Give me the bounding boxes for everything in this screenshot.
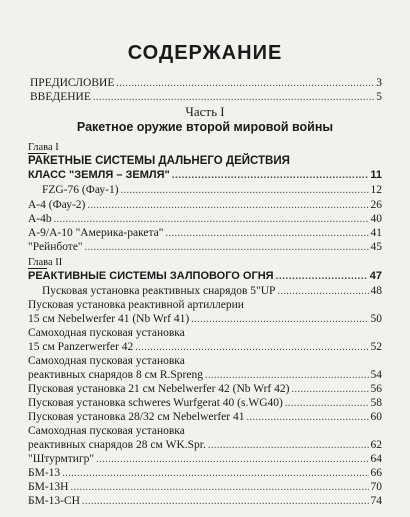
entry-label: БМ-13-СН (28, 495, 80, 507)
toc-entry (28, 467, 382, 480)
entry-page: 5 (376, 91, 382, 103)
entry-page: 45 (370, 241, 382, 253)
dot-leader (135, 341, 368, 354)
entry-label: Пусковая установка schweres Wurfgerat 40 (s.WG40) (28, 397, 283, 409)
dot-leader (191, 313, 368, 326)
entry-label: 15 см Nebelwerfer 41 (Nb Wrf 41) (28, 313, 190, 325)
dot-leader (172, 169, 369, 182)
entry-label: "Рейнботе" (28, 241, 83, 253)
dot-leader (291, 383, 368, 396)
entry-label: ВВЕДЕНИЕ (30, 91, 91, 103)
dot-leader (85, 241, 369, 254)
entry-page: 62 (370, 439, 382, 451)
entry-page: 41 (370, 227, 382, 239)
entry-page: 11 (370, 169, 382, 181)
chapter-2-label: Глава II (28, 257, 63, 268)
entry-label: Самоходная пусковая установка (28, 327, 185, 339)
dot-leader (246, 411, 368, 424)
toc-entry (28, 397, 382, 410)
entry-label: ПРЕДИСЛОВИЕ (30, 77, 115, 89)
entry-label: А-4 (Фау-2) (28, 199, 86, 211)
toc-entry (28, 481, 382, 494)
dot-leader (96, 453, 368, 466)
entry-label: реактивных снарядов 28 см WK.Spr. (28, 439, 206, 451)
dot-leader (276, 270, 368, 283)
entry-page: 66 (370, 467, 382, 479)
toc-entry (28, 213, 382, 226)
dot-leader (205, 369, 369, 382)
entry-label: БМ-13Н (28, 481, 69, 493)
entry-label: КЛАСС "ЗЕМЛЯ – ЗЕМЛЯ" (28, 169, 170, 181)
toc-entry-introduction (30, 91, 382, 104)
entry-page: 56 (370, 383, 382, 395)
dot-leader (116, 77, 374, 90)
entry-page: 74 (370, 495, 382, 507)
chapter-2-underline (28, 268, 47, 269)
toc-entry (28, 241, 382, 254)
chapter-2-heading (28, 270, 382, 283)
entry-label: Пусковая установка 21 см Nebelwerfer 42 (Nb Wrf 42) (28, 383, 290, 395)
chapter-1-underline (28, 153, 47, 154)
entry-label: Пусковая установка реактивных снарядов 5"UP (42, 285, 276, 297)
dot-leader (121, 184, 369, 197)
toc-entry (42, 184, 382, 197)
entry-page: 40 (370, 213, 382, 225)
entry-page: 64 (370, 453, 382, 465)
toc-entry (28, 495, 382, 508)
toc-entry (28, 227, 382, 240)
dot-leader (93, 91, 374, 104)
entry-page: 26 (370, 199, 382, 211)
dot-leader (285, 397, 369, 410)
toc-entry (28, 453, 382, 466)
entry-label: реактивных снарядов 8 см R.Spreng (28, 369, 203, 381)
entry-page: 12 (370, 184, 382, 196)
chapter-1-label: Глава I (28, 142, 59, 153)
toc-entry (28, 411, 382, 424)
entry-page: 54 (370, 369, 382, 381)
dot-leader (70, 481, 368, 494)
toc-entry (28, 439, 382, 452)
chapter-1-heading-line1: РАКЕТНЫЕ СИСТЕМЫ ДАЛЬНЕГО ДЕЙСТВИЯ (28, 155, 290, 167)
entry-label: А-9/А-10 "Америка-ракета" (28, 227, 164, 239)
toc-entry (28, 369, 382, 382)
entry-page: 60 (370, 411, 382, 423)
entry-page: 58 (370, 397, 382, 409)
entry-label: РЕАКТИВНЫЕ СИСТЕМЫ ЗАЛПОВОГО ОГНЯ (28, 270, 274, 282)
part-title: Ракетное оружие второй мировой войны (76, 120, 334, 134)
part-number: Часть I (185, 104, 225, 119)
dot-leader (62, 467, 368, 480)
toc-entry (28, 341, 382, 354)
toc-entry (28, 383, 382, 396)
toc-entry (28, 313, 382, 326)
dot-leader (82, 495, 369, 508)
entry-page: 52 (370, 341, 382, 353)
dot-leader (54, 213, 369, 226)
entry-page: 47 (369, 270, 382, 282)
dot-leader (87, 199, 368, 212)
toc-entry (28, 199, 382, 212)
entry-label: Самоходная пусковая установка (28, 425, 185, 437)
entry-label: Пусковая установка реактивной артиллерии (28, 299, 244, 311)
entry-label: "Штурмтигр" (28, 453, 95, 465)
toc-entry-preface (30, 77, 382, 90)
dot-leader (208, 439, 369, 452)
entry-label: Самоходная пусковая установка (28, 355, 185, 367)
entry-label: Пусковая установка 28/32 см Nebelwerfer 41 (28, 411, 245, 423)
dot-leader (165, 227, 368, 240)
dot-leader (277, 285, 368, 298)
entry-page: 48 (370, 285, 382, 297)
entry-label: FZG-76 (Фау-1) (42, 184, 119, 196)
entry-page: 50 (370, 313, 382, 325)
entry-label: 15 см Panzerwerfer 42 (28, 341, 134, 353)
entry-label: А-4b (28, 213, 52, 225)
entry-label: БМ-13 (28, 467, 61, 479)
entry-page: 70 (370, 481, 382, 493)
page-title: СОДЕРЖАНИЕ (127, 42, 283, 64)
chapter-1-heading-line2 (28, 169, 382, 182)
entry-page: 3 (376, 77, 382, 89)
toc-entry (42, 285, 382, 298)
